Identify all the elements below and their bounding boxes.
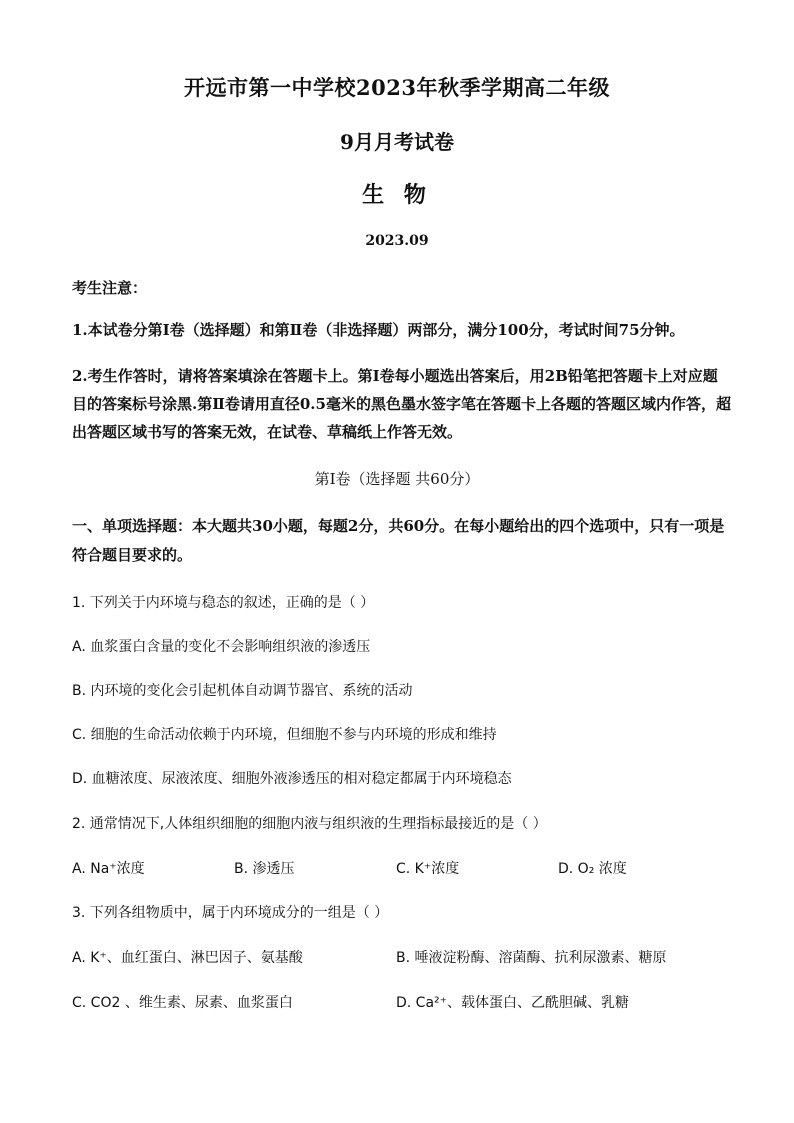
question-1-option-a: A. 血浆蛋白含量的变化不会影响组织液的渗透压: [72, 639, 371, 655]
notice-item-2: 2.考生作答时，请将答案填涂在答题卡上。第Ⅰ卷每小题选出答案后，用2B铅笔把答题卡上对应题目的答案标号涂黑.第Ⅱ卷请用直径0.5毫米的黑色墨水签字笔在答题卡上各题的答题区域内作答，超出答题区域书写的答案无效，在试卷、草稿纸上作答无效。: [72, 367, 731, 441]
question-2-options: [72, 858, 752, 880]
exam-title: 9月月考试卷: [340, 130, 454, 154]
notice-heading: 考生注意：: [72, 279, 148, 297]
question-2-option-b: B. 渗透压: [234, 861, 295, 877]
question-3-option-b: B. 唾液淀粉酶、溶菌酶、抗利尿激素、糖原: [396, 950, 667, 966]
section-instruction: 一、单项选择题：本大题共30小题，每题2分，共60分。在每小题给出的四个选项中，只有一项是符合题目要求的。: [72, 517, 725, 564]
school-title: 开远市第一中学校2023年秋季学期高二年级: [184, 75, 610, 100]
question-3-stem: 3. 下列各组物质中，属于内环境成分的一组是（ ）: [72, 905, 389, 921]
question-1-option-d: D. 血糖浓度、尿液浓度、细胞外液渗透压的相对稳定都属于内环境稳态: [72, 771, 512, 787]
question-3-options-row-2: [72, 992, 752, 1014]
question-3-option-a: A. K⁺、血红蛋白、淋巴因子、氨基酸: [72, 950, 303, 966]
notice-item-1: 1.本试卷分第Ⅰ卷（选择题）和第Ⅱ卷（非选择题）两部分，满分100分，考试时间75分钟。: [72, 321, 685, 339]
question-1-option-c: C. 细胞的生命活动依赖于内环境，但细胞不参与内环境的形成和维持: [72, 727, 497, 743]
question-1-stem: 1. 下列关于内环境与稳态的叙述，正确的是（ ）: [72, 595, 375, 611]
question-3-option-d: D. Ca²⁺、载体蛋白、乙酰胆碱、乳糖: [396, 995, 630, 1011]
question-3-options-row-1: [72, 947, 752, 969]
question-1-option-b: B. 内环境的变化会引起机体自动调节器官、系统的活动: [72, 683, 413, 699]
section-title: 第Ⅰ卷（选择题 共60分）: [314, 470, 480, 488]
exam-date: 2023.09: [365, 233, 429, 249]
question-2-option-a: A. Na⁺浓度: [72, 861, 145, 877]
question-2-option-d: D. O₂ 浓度: [558, 861, 627, 877]
question-3-option-c: C. CO2 、维生素、尿素、血浆蛋白: [72, 995, 293, 1011]
question-2-option-c: C. K⁺浓度: [396, 861, 460, 877]
subject-title: 生 物: [362, 182, 432, 208]
question-2-stem: 2. 通常情况下,人体组织细胞的细胞内液与组织液的生理指标最接近的是（ ）: [72, 816, 547, 832]
